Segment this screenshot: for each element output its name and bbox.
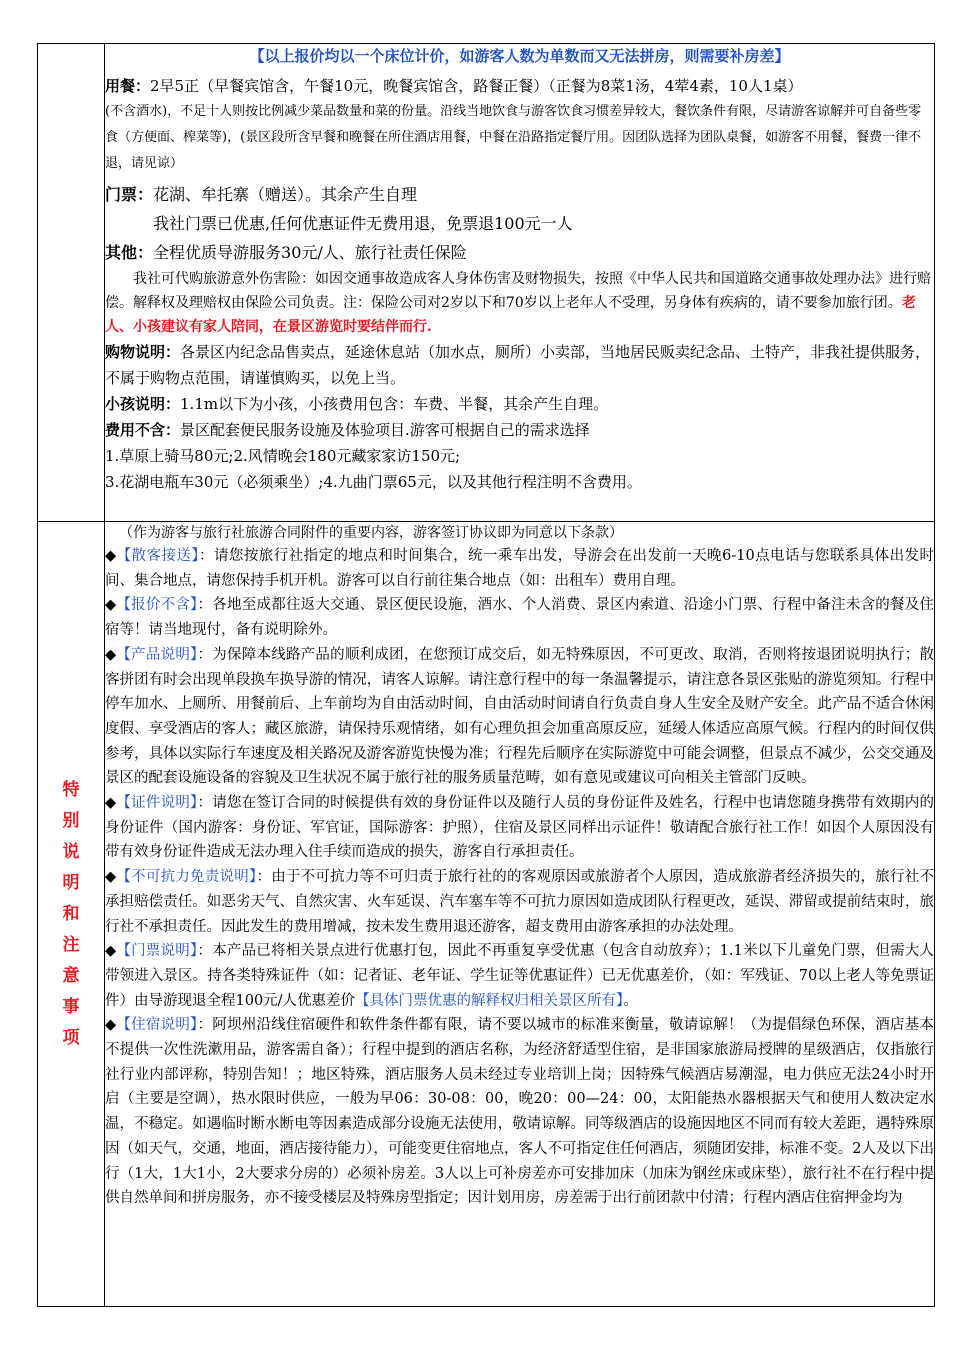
diamond-bullet-icon: ◆ — [105, 1017, 117, 1034]
side-title-char: 特 — [62, 779, 80, 800]
section-text: ：各地至成都往返大交通、景区便民设施，酒水、个人消费、景区内索道、沿途小门票、行程中备注未含的餐及住宿等！请当地现付，备有说明除外。 — [105, 597, 934, 639]
diamond-bullet-icon: ◆ — [105, 795, 117, 812]
diamond-bullet-icon: ◆ — [105, 646, 117, 663]
exclusion-text: 景区配套便民服务设施及体验项目.游客可根据自己的需求选择 — [180, 421, 590, 439]
insurance-body: 我社可代购旅游意外伤害险：如因交通事故造成客人身体伤害及财物损失，按照《中华人民共和国道路交通事故处理办法》进行赔偿。解释权及理赔权由保险公司负责。注：保险公司对2岁以下和70岁以上老年人不受理，另身体有疾病的，请不要参加旅行团。 — [105, 271, 931, 311]
side-title-char: 别 — [62, 810, 80, 831]
side-title-char: 项 — [62, 1027, 80, 1048]
exclusion-item-2: 3.花湖电瓶车30元（必须乘坐）;4.九曲门票65元，以及其他行程注明不含费用。 — [105, 473, 642, 491]
diamond-bullet-icon: ◆ — [105, 869, 117, 886]
notes-section — [105, 939, 934, 1013]
section-title: 【住宿说明】 — [116, 1017, 198, 1034]
exclusion-label: 费用不含： — [105, 421, 181, 439]
diamond-bullet-icon: ◆ — [105, 597, 117, 614]
ticket-value: 花湖、牟托寨（赠送）。其余产生自理 — [153, 185, 418, 204]
meal-line — [105, 73, 934, 99]
other-label: 其他： — [105, 243, 154, 262]
section-title: 【产品说明】 — [116, 646, 198, 663]
shopping-text: 各景区内纪念品售卖点，延途休息站（加水点，厕所）小卖部，当地居民贩卖纪念品、土特产，非我社提供服务，不属于购物点范围，请谨慎购买，以免上当。 — [105, 343, 931, 387]
diamond-bullet-icon: ◆ — [105, 548, 117, 564]
bed-pricing-notice: 【以上报价均以一个床位计价，如游客人数为单数而又无法拼房，则需要补房差】 — [249, 47, 790, 65]
side-title-char: 说 — [62, 841, 80, 862]
notes-section — [105, 865, 934, 939]
notes-side-title-cell — [38, 522, 105, 1307]
shopping-label: 购物说明： — [105, 343, 181, 361]
exclusion-item-1: 1.草原上骑马80元;2.风情晚会180元藏家家访150元; — [105, 447, 461, 465]
meal-label: 用餐： — [105, 77, 151, 95]
other-value: 全程优质导游服务30元/人、旅行社责任保险 — [153, 243, 467, 262]
ticket-label: 门票： — [105, 185, 154, 204]
section-text: ：请您在签订合同的时候提供有效的身份证件以及随行人员的身份证件及姓名，行程中也请您随身携带有效期内的身份证件（国内游客：身份证、军官证，国际游客：护照），住宿及景区同样出示证件！敬请配合旅行社工作！如因个人原因没有带有效身份证件造成无法办理入住手续而造成的损失，游客自行承担责任。 — [105, 795, 934, 861]
section-title: 【门票说明】 — [116, 943, 198, 960]
other-line — [105, 238, 934, 267]
notes-section — [105, 544, 934, 593]
meal-detail: (不含酒水)，不足十人则按比例减少菜品数量和菜的份量。沿线当地饮食与游客饮食习惯差异较大，餐饮条件有限，尽请游客谅解并可自备些零食（方便面、榨菜等)，(景区段所含早餐和晚餐在所住酒店用餐，中餐在沿路指定餐厅用。因团队选择为团队桌餐，如游客不用餐，餐费一律不退，请见谅） — [105, 104, 922, 171]
side-title-char: 和 — [62, 903, 80, 924]
section-text: ：阿坝州沿线住宿硬件和软件条件都有限，请不要以城市的标准来衡量，敬请谅解！（为提倡绿色环保，酒店基本不提供一次性洗漱用品，游客需自备）；行程中提到的酒店名称，为经济舒适型住宿，是非国家旅游局授牌的星级酒店，仅指旅行社行业内部评称，特别告知！；地区特殊，酒店服务人员未经过专业培训上岗；因特殊气候酒店易潮湿，电力供应无法24小时开启（主要是空调），热水限时供应，一般为早06：30-08：00，晚20：00—24：00，太阳能热水器根据天气和使用人数决定水温，不稳定。如遇临时断水断电等因素造成部分设施无法使用，敬请谅解。同等级酒店的设施因地区不同而有较大差距，遇特殊原因（如天气，交通，地面，酒店接待能力），可能变更住宿地点，客人不可指定住任何酒店，须随团安排，标准不变。2人及以下出行（1大，1大1小，2大要求分房的）必须补房差。3人以上可补房差亦可安排加床（加床为钢丝床或床垫），旅行社不在行程中提供自然单间和拼房服务，亦不接受楼层及特殊房型指定；因计划用房，房差需于出行前团款中付清；行程内酒店住宿押金均为 — [105, 1017, 934, 1207]
section-title: 【散客接送】 — [116, 548, 200, 564]
section-highlight: 【具体门票优惠的解释权归相关景区所有】 — [355, 992, 624, 1009]
meal-summary: 2早5正（早餐宾馆含，午餐10元，晚餐宾馆含，路餐正餐）（正餐为8菜1汤，4荤4素，10人1桌） — [150, 77, 803, 95]
notes-section — [105, 593, 934, 642]
section-end: 。 — [623, 992, 638, 1009]
notes-side-title — [38, 775, 104, 1054]
diamond-bullet-icon: ◆ — [105, 943, 117, 960]
section-title: 【证件说明】 — [116, 795, 198, 812]
section-text: ：由于不可抗力等不可归责于旅行社的的客观原因或旅游者个人原因，造成旅游者经济损失的，旅行社不承担赔偿责任。如恶劣天气、自然灾害、火车延误、汽车塞车等不可抗力原因如造成团队行程更改，延误、滞留或提前结束时，旅行社不承担责任。因此发生的费用增减，按未发生费用退还游客，超支费用由游客承担的办法处理。 — [105, 869, 935, 935]
shopping-line — [105, 339, 934, 391]
notes-section — [105, 643, 934, 791]
child-label: 小孩说明： — [105, 395, 181, 413]
notes-section — [105, 791, 934, 865]
side-title-char: 明 — [62, 872, 80, 893]
exclusion-line — [105, 417, 934, 443]
notes-sections — [105, 544, 934, 1211]
notes-intro: （作为游客与旅行社旅游合同附件的重要内容，游客签订协议即为同意以下条款） — [119, 525, 623, 541]
itinerary-table — [37, 43, 935, 1307]
notes-section — [105, 1013, 934, 1211]
section-text: ：本产品已将相关景点进行优惠打包，因此不再重复享受优惠（包含自动放弃）；1.1米以下儿童免门票，但需大人带领进入景区。持各类特殊证件（如：记者证、老年证、学生证等优惠证件）已无优惠差价，（如：军残证、70以上老人等免票证件）由导游现退全程100元/人优惠差价 — [105, 943, 935, 1009]
section-text: ：请您按旅行社指定的地点和时间集合，统一乘车出发，导游会在出发前一天晚6-10点电话与您联系具体出发时间、集合地点，请您保持手机开机。游客可以自行前往集合地点（如：出租车）费用自理。 — [105, 548, 935, 589]
fee-details-cell — [105, 44, 935, 522]
ticket-note: 我社门票已优惠,任何优惠证件无费用退，免票退100元一人 — [153, 214, 573, 233]
side-title-char: 意 — [62, 965, 80, 986]
side-title-char: 注 — [62, 934, 80, 955]
child-text: 1.1m以下为小孩，小孩费用包含：车费、半餐，其余产生自理。 — [180, 395, 609, 413]
section-text: ：为保障本线路产品的顺利成团，在您预订成交后，如无特殊原因，不可更改、取消，否则将按退团说明执行；散客拼团有时会出现单段换车换导游的情况，请客人谅解。请注意行程中的每一条温馨提示，请注意各景区张贴的游览须知。行程中停车加水、上厕所、用餐前后、上车前均为自由活动时间，自由活动时间请自行负责自身人生安全及财产安全。此产品不适合休闲度假、享受酒店的客人；藏区旅游，请保持乐观情绪，如有心理负担会加重高原反应，延缓人体适应高原气候。行程内的时间仅供参考，具体以实际行车速度及相关路况及游客游览快慢为准；行程先后顺序在实际游览中可能会调整，但景点不减少，公交交通及景区的配套设施设备的容貌及卫生状况不属于旅行社的服务质量范畴，如有意见或建议可向相关主管部门反映。 — [105, 646, 934, 787]
upper-left-cell — [38, 44, 105, 522]
insurance-warning: 老人、小孩建议有家人陪同，在景区游览时要结伴而行. — [105, 295, 916, 335]
notes-cell — [105, 522, 935, 1307]
side-title-char: 事 — [62, 996, 80, 1017]
ticket-line — [105, 180, 934, 209]
section-title: 【不可抗力免责说明】 — [116, 869, 257, 886]
section-title: 【报价不含】 — [116, 597, 198, 614]
insurance-text — [105, 267, 934, 339]
child-line — [105, 391, 934, 417]
